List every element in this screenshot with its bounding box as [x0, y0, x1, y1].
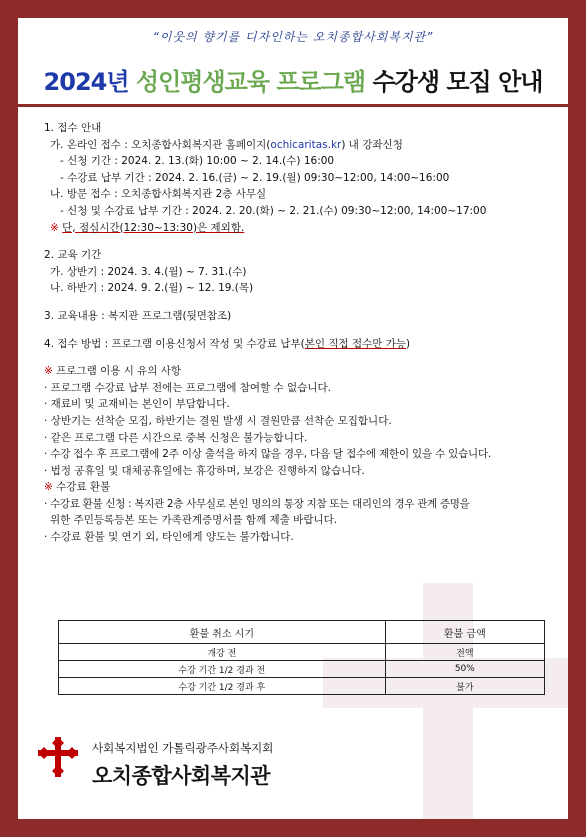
online-period: - 신청 기간 : 2024. 2. 13.(화) 10:00 ~ 2. 14.(수) 16:00	[60, 155, 335, 168]
notice-item: · 수강 접수 후 프로그램에 2주 이상 출석을 하지 않을 경우, 다음 달 접수에 제한이 있을 수 있습니다.	[44, 448, 492, 461]
table-cell: 개강 전	[59, 644, 386, 661]
refund-line: · 수강료 환불 및 연기 외, 타인에게 양도는 불가합니다.	[44, 531, 294, 544]
first-half: 가. 상반기 : 2024. 3. 4.(월) ~ 7. 31.(수)	[50, 265, 247, 278]
table-row	[59, 644, 545, 661]
table-cell: 전액	[385, 644, 544, 661]
title-rest: 수강생 모집 안내	[372, 68, 543, 96]
refund-line: · 수강료 환불 신청 : 복지관 2층 사무실로 본인 명의의 통장 지참 또는 대리인의 경우 관계 증명을	[44, 497, 470, 510]
page-title	[18, 62, 568, 97]
visit-period: - 신청 및 수강료 납부 기간 : 2024. 2. 20.(화) ~ 2. 21.(수) 09:30~12:00, 14:00~17:00	[60, 204, 487, 217]
notice-body	[44, 120, 564, 546]
refund-table	[58, 620, 545, 695]
table-row	[59, 678, 545, 695]
notice-item: · 같은 프로그램 다른 시간으로 중복 신청은 불가능합니다.	[44, 431, 308, 444]
homepage-link[interactable]: ochicaritas.kr	[270, 138, 342, 151]
table-cell: 50%	[385, 661, 544, 678]
title-divider	[18, 104, 568, 107]
notice-item: · 법정 공휴일 및 대체공휴일에는 휴강하며, 보강은 진행하지 않습니다.	[44, 464, 365, 477]
caritas-cross-watermark-icon	[323, 583, 568, 819]
slogan: “이웃의 향기를 디자인하는 오치종합사회복지관”	[152, 30, 434, 44]
table-cell: 수강 기간 1/2 경과 전	[59, 661, 386, 678]
table-cell: 불가	[385, 678, 544, 695]
refund-line: 위한 주민등록등본 또는 가족관계증명서를 함께 제출 바랍니다.	[50, 514, 338, 527]
online-payment: - 수강료 납부 기간 : 2024. 2. 16.(금) ~ 2. 19.(월) 09:30~12:00, 14:00~16:00	[60, 171, 450, 184]
table-header-row	[59, 621, 545, 644]
section2-heading: 2. 교육 기간	[44, 249, 102, 262]
lunch-note: ※ 단, 점심시간(12:30~13:30)은 제외함.	[50, 221, 245, 234]
table-header: 환불 취소 시기	[59, 621, 386, 644]
caritas-cross-logo-icon	[36, 735, 80, 779]
note-mark: ※	[50, 221, 59, 234]
notice-item: · 재료비 및 교재비는 본인이 부담합니다.	[44, 398, 230, 411]
document-sheet	[18, 18, 568, 819]
section3-heading: 3. 교육내용 : 복지관 프로그램(뒷면참조)	[44, 309, 232, 322]
notice-item: · 상반기는 선착순 모집, 하반기는 결원 발생 시 결원만큼 선착순 모집합니다.	[44, 414, 392, 427]
title-year: 2024년	[43, 68, 129, 96]
refund-heading: ※ 수강료 환불	[44, 481, 111, 494]
notice-heading: ※ 프로그램 이용 시 유의 사항	[44, 365, 182, 378]
org-name: 오치종합사회복지관	[92, 764, 271, 788]
second-half: 나. 하반기 : 2024. 9. 2.(월) ~ 12. 19.(목)	[50, 282, 254, 295]
notice-item: · 프로그램 수강료 납부 전에는 프로그램에 참여할 수 없습니다.	[44, 381, 331, 394]
title-program: 성인평생교육 프로그램	[135, 68, 366, 96]
org-parent-name: 사회복지법인 가톨릭광주사회복지회	[92, 741, 274, 755]
table-cell: 수강 기간 1/2 경과 후	[59, 678, 386, 695]
visit-application: 나. 방문 접수 : 오치종합사회복지관 2층 사무실	[50, 188, 267, 201]
table-row	[59, 661, 545, 678]
section1-heading: 1. 접수 안내	[44, 122, 102, 134]
section4-heading: 4. 접수 방법 : 프로그램 이용신청서 작성 및 수강료 납부(본인 직접 접수만 가능)	[44, 337, 411, 350]
online-application: 가. 온라인 접수 : 오치종합사회복지관 홈페이지(ochicaritas.kr) 내 강좌신청	[50, 138, 403, 151]
table-header: 환불 금액	[385, 621, 544, 644]
